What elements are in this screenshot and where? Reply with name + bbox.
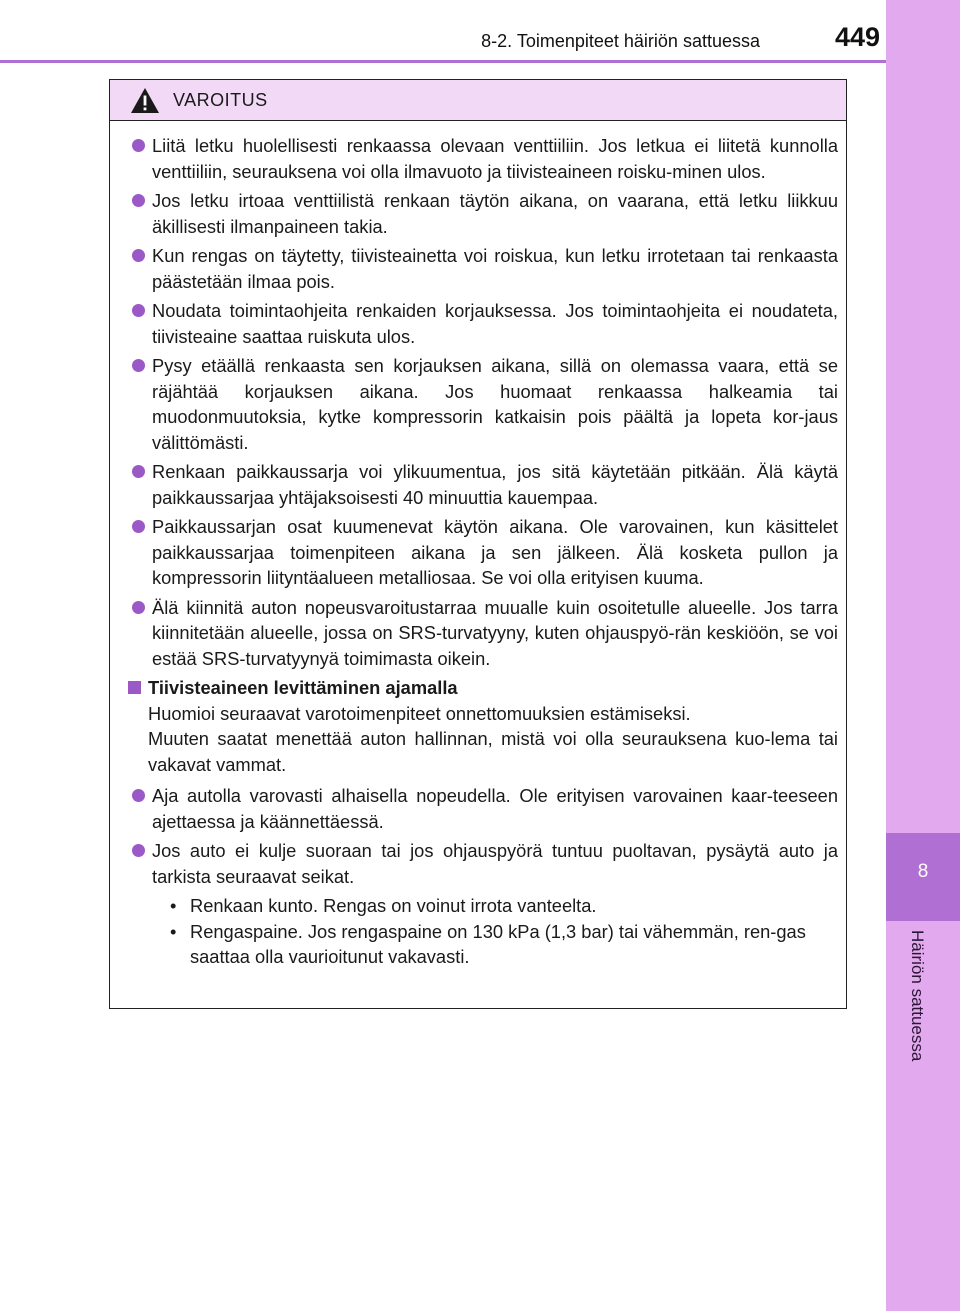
warning-triangle-icon — [130, 87, 160, 114]
warning-header — [110, 80, 846, 121]
list-item-text: Kun rengas on täytetty, tiivisteainetta voi roiskua, kun letku irrotetaan tai renkaasta päästetään ilmaa pois. — [152, 245, 838, 292]
list-item-text: Renkaan paikkaussarja voi ylikuumentua, jos sitä käytetään pitkään. Älä käytä paikkaussarjaa yhtäjaksoisesti 40 minuuttia kauempaa. — [152, 461, 838, 508]
bullet-icon — [132, 520, 145, 533]
list-item-text: Paikkaussarjan osat kuumenevat käytön aikana. Ole varovainen, kun käsittelet paikkaussarjaa toimenpiteen aikana ja sen jälkeen. Älä kosketa pullon ja kompressorin liityntäalueen metalliosaa. Se voi olla erityisen kuuma. — [152, 516, 838, 588]
square-bullet-icon — [128, 681, 141, 694]
list-item-text: Älä kiinnitä auton nopeusvaroitustarraa muualle kuin osoitetulle alueelle. Jos tarra kiinnitetään alueelle, jossa on SRS-turvatyyny, kuten ohjauspyö-rän keskiöön, se voi estää SRS-turvatyynyä toimimasta oikein. — [152, 596, 838, 669]
sub-list-item-text: Rengaspaine. Jos rengaspaine on 130 kPa (1,3 bar) tai vähemmän, ren-gas saattaa olla vaurioitunut vakavasti. — [190, 920, 806, 967]
sub-list-item — [152, 919, 838, 970]
small-bullet-icon: • — [170, 895, 177, 916]
sub-list-item — [152, 893, 838, 919]
list-item-text: Liitä letku huolellisesti renkaassa olevaan venttiiliin. Jos letkua ei liitetä kunnolla venttiiliin, seurauksena voi olla ilmavuoto ja tiivisteaineen roisku-minen ulos. — [152, 135, 838, 182]
subsection-intro: Muuten saatat menettää auton hallinnan, mistä voi olla seurauksena kuo-lema tai vakavat vammat. — [148, 728, 838, 775]
warning-body — [110, 121, 846, 970]
bullet-icon — [132, 789, 145, 802]
list-item-text: Pysy etäällä renkaasta sen korjauksen aikana, sillä on olemassa vaara, että se räjähtää korjauksen aikana. Jos huomaat renkaassa halkeamia tai muodonmuutoksia, kytke kompressorin katkaisin pois päältä ja lopeta kor-jaus välittömästi. — [152, 355, 838, 453]
subsection-heading-text: Tiivisteaineen levittäminen ajamalla — [148, 677, 458, 698]
warning-title: VAROITUS — [173, 90, 268, 110]
list-item — [132, 459, 838, 510]
header-divider — [0, 60, 886, 63]
list-item — [132, 595, 838, 672]
warning-box — [109, 79, 847, 1009]
list-item — [132, 133, 838, 184]
subsection-heading — [128, 675, 838, 701]
list-item-text: Noudata toimintaohjeita renkaiden korjauksessa. Jos toimintaohjeita ei noudateta, tiivisteaine saattaa ruiskuta ulos. — [152, 300, 838, 347]
list-item-text: Jos auto ei kulje suoraan tai jos ohjauspyörä tuntuu puoltavan, pysäytä auto ja tarkista seuraavat seikat. — [152, 840, 838, 887]
sub-list — [132, 893, 838, 970]
list-item-text: Jos letku irtoaa venttiilistä renkaan täytön aikana, on vaarana, että letku liikkuu äkillisesti ilmanpaineen takia. — [152, 190, 838, 237]
side-tab — [886, 0, 960, 1311]
section-title: 8-2. Toimenpiteet häiriön sattuessa — [481, 31, 760, 51]
list-item — [132, 298, 838, 349]
chapter-number: 8 — [917, 861, 929, 882]
list-item — [132, 353, 838, 455]
bullet-icon — [132, 194, 145, 207]
bullet-icon — [132, 304, 145, 317]
chapter-title: Häiriön sattuessa — [908, 930, 927, 1062]
bullet-icon — [132, 465, 145, 478]
sub-list-item-text: Renkaan kunto. Rengas on voinut irrota vanteelta. — [190, 895, 597, 916]
list-item — [132, 514, 838, 591]
bullet-icon — [132, 249, 145, 262]
bullet-icon — [132, 359, 145, 372]
subsection-intro: Huomioi seuraavat varotoimenpiteet onnettomuuksien estämiseksi. — [148, 702, 691, 724]
page-number: 449 — [834, 22, 880, 52]
bullet-icon — [132, 844, 145, 857]
small-bullet-icon: • — [170, 920, 177, 942]
bullet-icon — [132, 139, 145, 152]
list-item-text: Aja autolla varovasti alhaisella nopeudella. Ole erityisen varovainen kaar-teeseen ajettaessa ja käännettäessä. — [152, 785, 838, 832]
list-item — [132, 838, 838, 889]
list-item — [132, 243, 838, 294]
list-item — [132, 188, 838, 239]
bullet-icon — [132, 601, 145, 614]
list-item — [132, 783, 838, 834]
